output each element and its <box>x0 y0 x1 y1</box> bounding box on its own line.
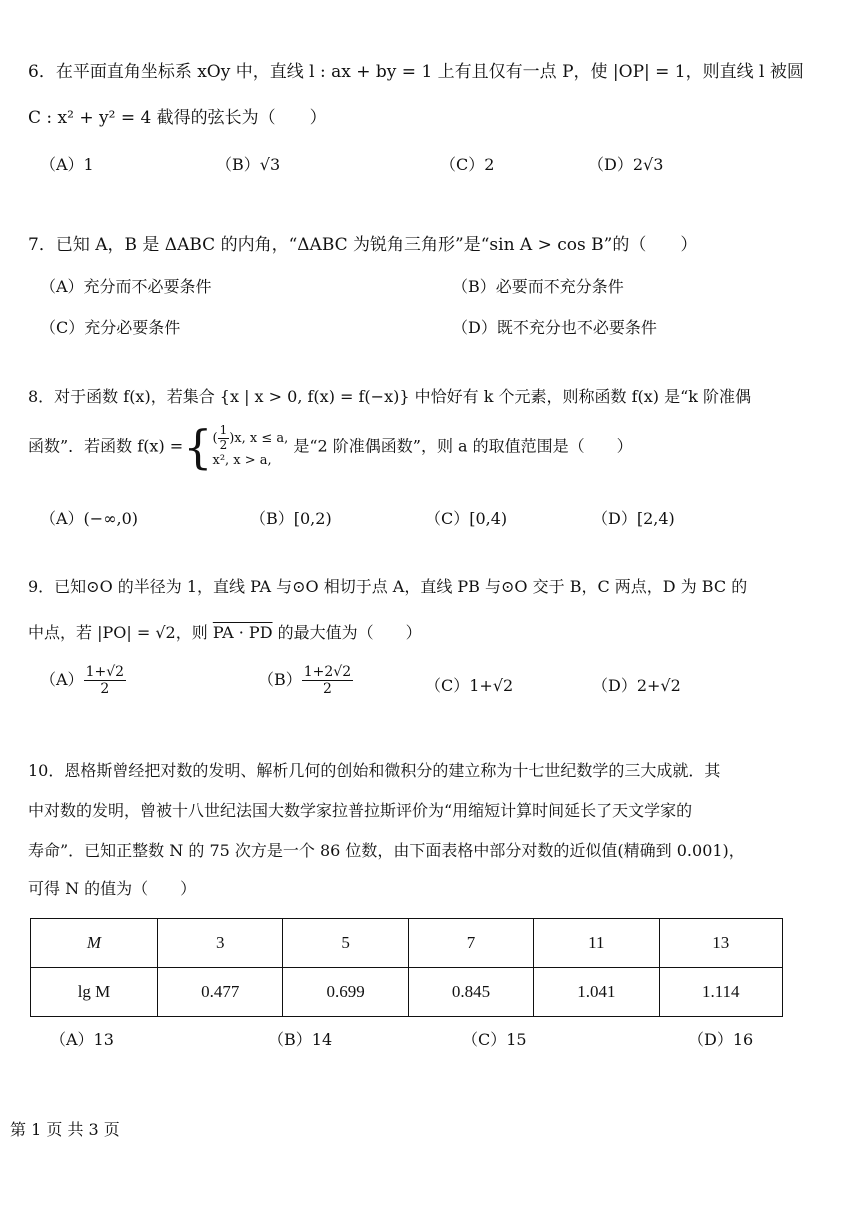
table-row <box>31 919 783 968</box>
q9-option-a-num: 1+√2 <box>85 664 125 680</box>
q8-line2-start: 函数”．若函数 f(x) = <box>28 436 184 456</box>
q7-option-b: （B）必要而不充分条件 <box>452 277 624 296</box>
q6-stem-line2: C : x² + y² = 4 截得的弦长为（ ） <box>28 108 327 128</box>
q6-option-a: （A）1 <box>40 155 94 174</box>
q10-option-a: （A）13 <box>50 1030 114 1049</box>
q10-stem-line2: 中对数的发明，曾被十八世纪法国大数学家拉普拉斯评价为“用缩短计算时间延长了天文学家的 <box>28 801 693 820</box>
q10-stem-line1: 10．恩格斯曾经把对数的发明、解析几何的创始和微积分的建立称为十七世纪数学的三大成就．其 <box>28 761 721 780</box>
table-cell: 1.041 <box>534 968 659 1017</box>
q7-stem: 7．已知 A，B 是 ΔABC 的内角，“ΔABC 为锐角三角形”是“sin A > cos B”的（ ） <box>28 235 698 255</box>
q8-piecewise-brace: { <box>183 420 213 474</box>
q9-stem-line2 <box>28 620 422 643</box>
table-header-lgm: lg M <box>31 968 158 1017</box>
q9-line2-b: 的最大值为（ ） <box>277 623 422 642</box>
table-cell: 13 <box>659 919 783 968</box>
q6-stem-line1: 6．在平面直角坐标系 xOy 中，直线 l : ax + by = 1 上有且仅有一点 P，使 |OP| = 1，则直线 l 被圆 <box>28 62 804 82</box>
q8-option-a: （A）(−∞,0) <box>40 509 139 528</box>
q9-option-d: （D）2+√2 <box>592 676 681 695</box>
q8-case2: x², x > a, <box>212 452 272 468</box>
table-cell: 5 <box>283 919 408 968</box>
q9-option-b <box>258 664 353 697</box>
table-cell: 3 <box>158 919 283 968</box>
q9-vector-product: PA · PD <box>212 623 273 642</box>
q7-option-c: （C）充分必要条件 <box>40 318 181 337</box>
q8-option-b: （B）[0,2) <box>250 509 332 528</box>
q9-stem-line1: 9．已知⊙O 的半径为 1，直线 PA 与⊙O 相切于点 A，直线 PB 与⊙O 交于 B，C 两点，D 为 BC 的 <box>28 577 748 596</box>
q9-option-a-label: （A） <box>40 670 84 690</box>
q8-stem-line1: 8．对于函数 f(x)，若集合 {x | x > 0, f(x) = f(−x)} 中恰好有 k 个元素，则称函数 f(x) 是“k 阶准偶 <box>28 387 752 406</box>
q9-option-b-den: 2 <box>322 681 332 698</box>
q10-option-d: （D）16 <box>688 1030 754 1049</box>
q6-option-c: （C）2 <box>440 155 495 174</box>
table-cell: 1.114 <box>659 968 783 1017</box>
q8-piecewise-cases: ( $\frac{1}{2}$ )x, x ≤ a, x², x > a, <box>212 423 289 468</box>
q6-option-b: （B）√3 <box>216 155 281 174</box>
q10-stem-line4: 可得 N 的值为（ ） <box>28 879 197 898</box>
table-header-m: M <box>31 919 158 968</box>
q9-option-a <box>40 664 126 697</box>
table-row <box>31 968 783 1017</box>
q7-option-d: （D）既不充分也不必要条件 <box>452 318 657 337</box>
q8-stem-line2 <box>28 420 633 474</box>
q9-option-b-label: （B） <box>258 670 302 690</box>
table-cell: 0.477 <box>158 968 283 1017</box>
q8-case1-frac-num: 1 <box>219 423 228 438</box>
q10-stem-line3: 寿命”．已知正整数 N 的 75 次方是一个 86 位数，由下面表格中部分对数的近似值(精确到 0.001)， <box>28 841 745 860</box>
q8-option-d: （D）[2,4) <box>592 509 675 528</box>
table-cell: 0.699 <box>283 968 408 1017</box>
q7-option-a: （A）充分而不必要条件 <box>40 277 212 296</box>
q8-option-c: （C）[0,4) <box>425 509 508 528</box>
page-footer: 第 1 页 共 3 页 <box>10 1120 120 1139</box>
q6-option-d: （D）2√3 <box>588 155 664 174</box>
q8-case1-rest: x, x ≤ a, <box>234 431 289 447</box>
q8-case1-frac-den: 2 <box>219 438 228 453</box>
q9-line2-a: 中点，若 |PO| = √2，则 <box>28 623 208 642</box>
table-cell: 11 <box>534 919 659 968</box>
q9-option-b-num: 1+2√2 <box>303 664 352 680</box>
table-cell: 0.845 <box>408 968 533 1017</box>
log-table <box>30 918 783 1017</box>
q9-option-a-den: 2 <box>100 681 110 698</box>
table-cell: 7 <box>408 919 533 968</box>
q10-option-c: （C）15 <box>462 1030 527 1049</box>
q9-option-c: （C）1+√2 <box>425 676 514 695</box>
q8-line2-end: 是“2 阶准偶函数”，则 a 的取值范围是（ ） <box>293 436 633 456</box>
q10-option-b: （B）14 <box>268 1030 333 1049</box>
